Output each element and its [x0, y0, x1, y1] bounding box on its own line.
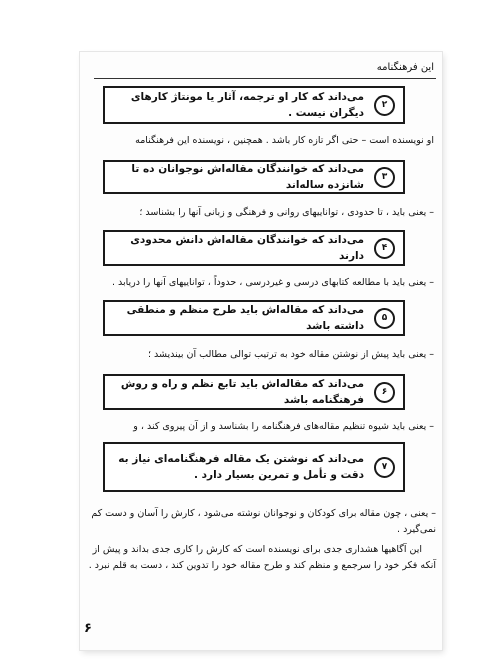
principle-number-4: ۴ [374, 238, 395, 259]
principle-box-2 [103, 86, 405, 124]
document-page [80, 52, 442, 650]
explanation-5: – یعنی باید پیش از نوشتن مقاله خود به ترتیب توالی مطالب آن بیندیشد ؛ [147, 349, 434, 360]
principle-number-6: ۶ [374, 382, 395, 403]
header-rule [94, 78, 436, 79]
explanation-3: – یعنی باید ، تا حدودی ، تواناییهای روانی و فرهنگی و زبانی آنها را بشناسد ؛ [139, 207, 434, 218]
principle-text-3: می‌داند که خوانندگان مقاله‌اش نوجوانان ده تا شانزده ساله‌اند [131, 163, 364, 191]
principle-box-5 [103, 300, 405, 336]
principle-text-4: می‌داند که خوانندگان مقاله‌اش دانش محدودی دارند [130, 234, 364, 262]
principle-number-3: ۳ [374, 167, 395, 188]
principle-number-7: ۷ [374, 457, 395, 478]
closing-explanation: – یعنی ، چون مقاله برای کودکان و نوجوانان نوشته می‌شود ، کارش را آسان و دست کم نمی‌گیرد . [91, 508, 436, 535]
principle-box-6 [103, 374, 405, 410]
principle-box-7 [103, 442, 405, 492]
principle-number-5: ۵ [374, 308, 395, 329]
running-header: این فرهنگنامه [376, 62, 434, 73]
principle-text-5: می‌داند که مقاله‌اش باید طرح منظم و منطقی داشته باشد [126, 304, 364, 332]
principle-text-7: می‌داند که نوشتن یک مقاله فرهنگنامه‌ای نیاز به دقت و تأمل و تمرین بسیار دارد . [118, 453, 364, 481]
principle-text-2: می‌داند که کار او ترجمه، آثار یا مونتاژ کارهای دیگران نیست . [130, 91, 364, 119]
principle-number-2: ۲ [374, 95, 395, 116]
closing-paragraph: این آگاهیها هشداری جدی برای نویسنده است که کارش را کاری جدی بداند و پیش از آنکه فکر خود را سرجمع و منظم کند و طرح مقاله خود را تدوین کند ، دست به قلم نبرد . [88, 544, 436, 571]
explanation-2: او نویسنده است – حتی اگر تازه کار باشد . همچنین ، نویسنده این فرهنگنامه [135, 135, 434, 146]
principle-box-4 [103, 230, 405, 266]
principle-text-6: می‌داند که مقاله‌اش باید تابع نظم و راه و روش فرهنگنامه باشد [120, 378, 364, 406]
page-number: ۶ [84, 621, 92, 636]
explanation-6: – یعنی باید شیوه تنظیم مقاله‌های فرهنگنامه را بشناسد و از آن پیروی کند ، و [133, 421, 434, 432]
explanation-4: – یعنی باید با مطالعه کتابهای درسی و غیردرسی ، حدوداً ، تواناییهای آنها را دریابد . [111, 277, 434, 288]
principle-box-3 [103, 160, 405, 194]
